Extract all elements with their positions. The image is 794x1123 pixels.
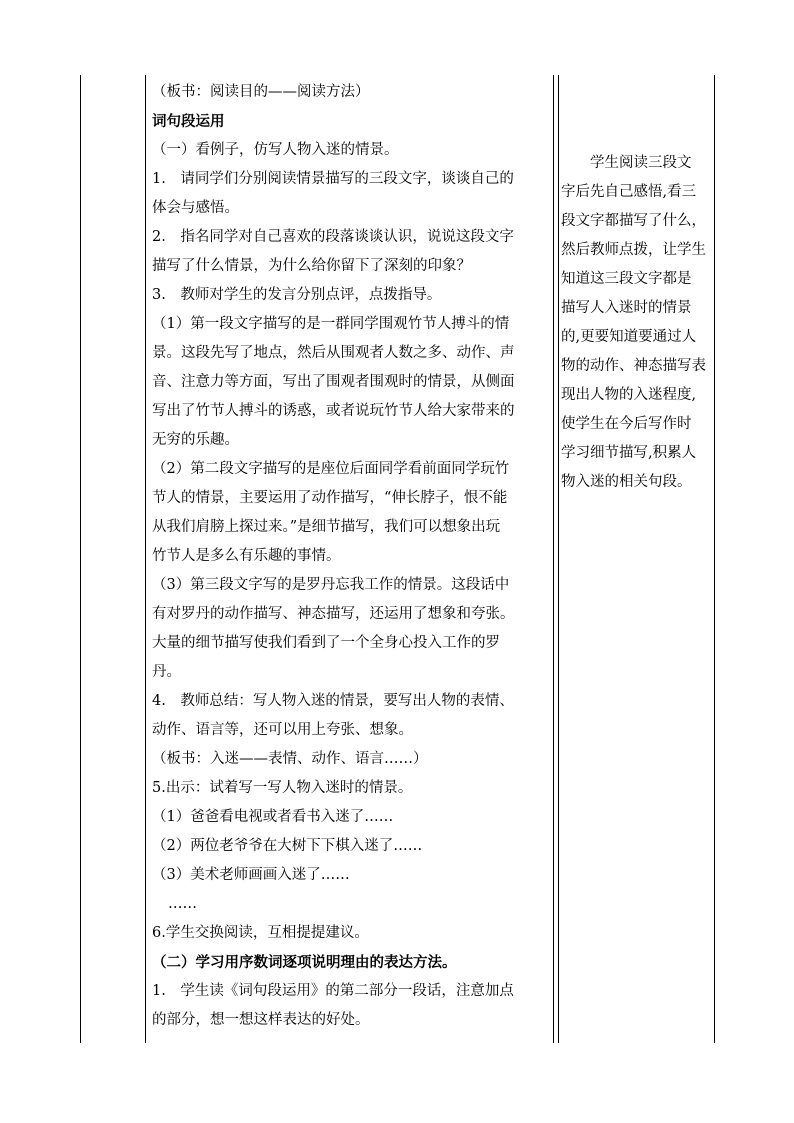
- content-line: 节人的情景，主要运用了动作描写，“伸长脖子，恨不能: [152, 490, 508, 506]
- content-line: 写出了竹节人搏斗的诱惑，或者说玩竹节人给大家带来的: [152, 403, 515, 419]
- content-line: 体会与感悟。: [152, 200, 239, 216]
- content-line: （2）第二段文字描写的是座位后面同学看前面同学玩竹: [152, 461, 510, 477]
- content-line: 音、注意力等方面，写出了围观者围观时的情景，从侧面: [152, 374, 515, 390]
- content-line: （一）看例子，仿写人物入迷的情景。: [152, 142, 399, 158]
- content-line: （3）第三段文字写的是罗丹忘我工作的情景。这段话中: [152, 577, 510, 593]
- content-line: 从我们肩膀上探过来。”是细节描写，我们可以想象出玩: [152, 519, 501, 535]
- content-line: （2）两位老爷爷在大树下下棋入迷了……: [152, 838, 423, 854]
- side-note-line: 知道这三段文字都是: [561, 271, 692, 287]
- content-line: 大量的细节描写使我们看到了一个全身心投入工作的罗: [152, 635, 500, 651]
- teaching-content-column: [152, 78, 550, 1035]
- design-intent-column: [561, 149, 713, 497]
- content-line: （板书：入迷——表情、动作、语言……）: [152, 751, 428, 767]
- content-line: （板书：阅读目的——阅读方法）: [152, 84, 370, 100]
- table-divider-2: [553, 75, 554, 1043]
- table-border-right: [714, 75, 715, 1043]
- side-note-line: 字后先自己感悟,看三: [561, 184, 697, 200]
- content-line: 6.学生交换阅读，互相提提建议。: [152, 925, 369, 941]
- side-note-line: 使学生在今后写作时: [561, 416, 692, 432]
- content-line: 4. 教师总结：写人物入迷的情景，要写出人物的表情、: [152, 693, 514, 709]
- content-line: 2. 指名同学对自己喜欢的段落谈谈认识，说说这段文字: [152, 229, 514, 245]
- table-border-left: [80, 75, 81, 1043]
- side-note-line: 学生阅读三段文: [590, 155, 692, 171]
- side-note-line: 现出人物的入迷程度,: [561, 387, 697, 403]
- side-note-line: 然后教师点拨，让学生: [561, 242, 706, 258]
- content-line: 5.出示：试着写一写人物入迷时的情景。: [152, 780, 413, 796]
- table-divider-3: [558, 75, 559, 1043]
- content-line: 1. 请同学们分别阅读情景描写的三段文字，谈谈自己的: [152, 171, 514, 187]
- content-line: 有对罗丹的动作描写、神态描写，还运用了想象和夸张。: [152, 606, 515, 622]
- content-line: 描写了什么情景，为什么给你留下了深刻的印象？: [152, 258, 471, 274]
- content-line: ……: [168, 896, 197, 912]
- content-line: 词句段运用: [152, 113, 225, 130]
- side-note-line: 物的动作、神态描写表: [561, 358, 706, 374]
- content-line: 景。这段先写了地点，然后从围观者人数之多、动作、声: [152, 345, 515, 361]
- content-line: 1. 学生读《词句段运用》的第二部分一段话，注意加点: [152, 983, 514, 999]
- side-note-line: 的,更要知道要通过人: [561, 329, 697, 345]
- content-line: 的部分，想一想这样表达的好处。: [152, 1012, 370, 1028]
- content-line: （3）美术老师画画入迷了……: [152, 867, 350, 883]
- side-note-line: 段文字都描写了什么，: [561, 213, 706, 229]
- content-line: 丹。: [152, 664, 181, 680]
- content-line: 动作、语言等，还可以用上夸张、想象。: [152, 722, 413, 738]
- content-line: （1）第一段文字描写的是一群同学围观竹节人搏斗的情: [152, 316, 510, 332]
- content-line: 竹节人是多么有乐趣的事情。: [152, 548, 341, 564]
- content-line: （1）爸爸看电视或者看书入迷了……: [152, 809, 394, 825]
- content-line: （二）学习用序数词逐项说明理由的表达方法。: [152, 954, 457, 971]
- side-note-line: 描写人入迷时的情景: [561, 300, 692, 316]
- content-line: 无穷的乐趣。: [152, 432, 239, 448]
- side-note-line: 物入迷的相关句段。: [561, 474, 692, 490]
- content-line: 3. 教师对学生的发言分别点评，点拨指导。: [152, 287, 442, 303]
- side-note-line: 学习细节描写,积累人: [561, 445, 697, 461]
- table-divider-1: [145, 75, 146, 1043]
